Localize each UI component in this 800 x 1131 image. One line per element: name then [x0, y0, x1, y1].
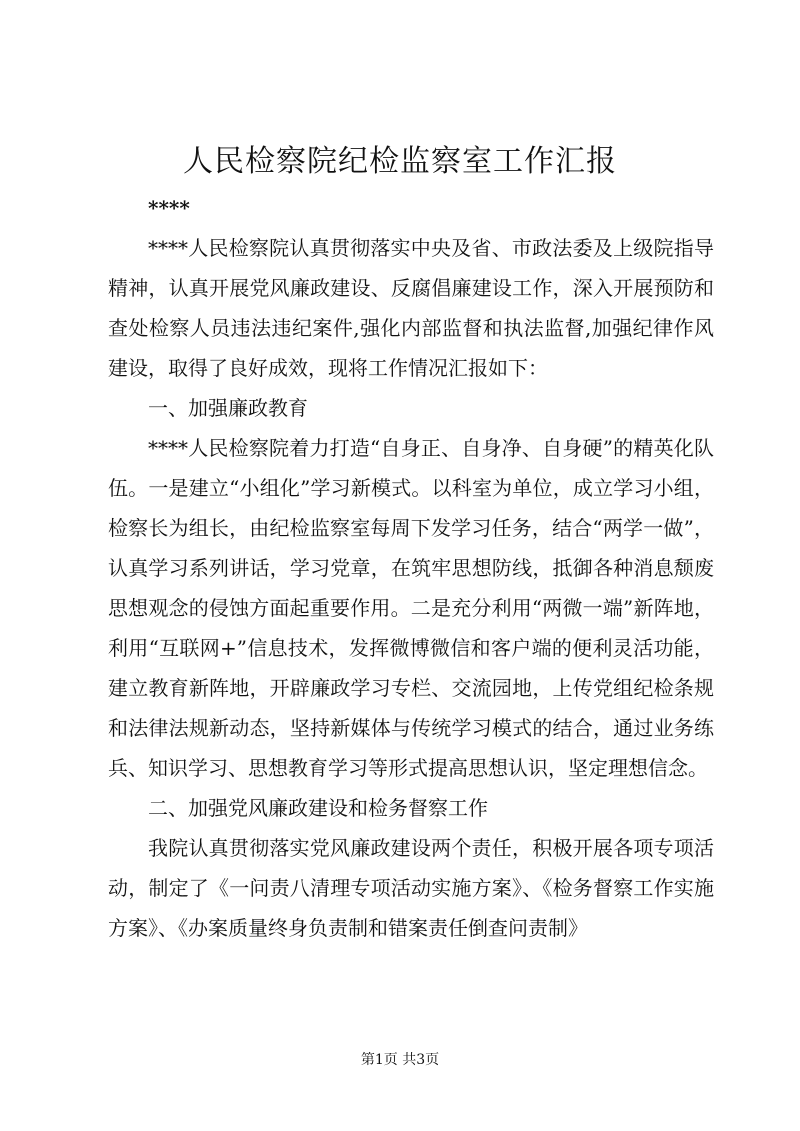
author-line: ****	[148, 196, 190, 220]
section-heading-1: 一、加强廉政教育	[148, 396, 308, 420]
intro-paragraph: ****人民检察院认真贯彻落实中央及省、市政法委及上级院指导精神，认真开展党风廉政建设、反腐倡廉建设工作，深入开展预防和查处检察人员违法违纪案件,强化内部监督和执法监督,加强纪律作风建设，取得了良好成效，现将工作情况汇报如下：	[108, 236, 714, 380]
section-heading-2: 二、加强党风廉政建设和检务督察工作	[148, 796, 488, 820]
section-1-paragraph: ****人民检察院着力打造“自身正、自身净、自身硬”的精英化队伍。一是建立“小组化”学习新模式。以科室为单位，成立学习小组，检察长为组长，由纪检监察室每周下发学习任务，结合“两学一做”，认真学习系列讲话，学习党章，在筑牢思想防线，抵御各种消息颓废思想观念的侵蚀方面起重要作用。二是充分利用“两微一端”新阵地，利用“互联网+”信息技术，发挥微博微信和客户端的便利灵活功能，建立教育新阵地，开辟廉政学习专栏、交流园地，上传党组纪检条规和法律法规新动态，坚持新媒体与传统学习模式的结合，通过业务练兵、知识学习、思想教育学习等形式提高思想认识，坚定理想信念。	[108, 436, 714, 780]
section-2-paragraph: 我院认真贯彻落实党风廉政建设两个责任，积极开展各项专项活动，制定了《一问责八清理专项活动实施方案》、《检务督察工作实施方案》、《办案质量终身负责制和错案责任倒查问责制》	[108, 836, 714, 940]
document-body	[108, 188, 714, 948]
document-title: 人民检察院纪检监察室工作汇报	[183, 144, 617, 179]
page-footer: 第1页 共3页	[360, 1052, 440, 1068]
